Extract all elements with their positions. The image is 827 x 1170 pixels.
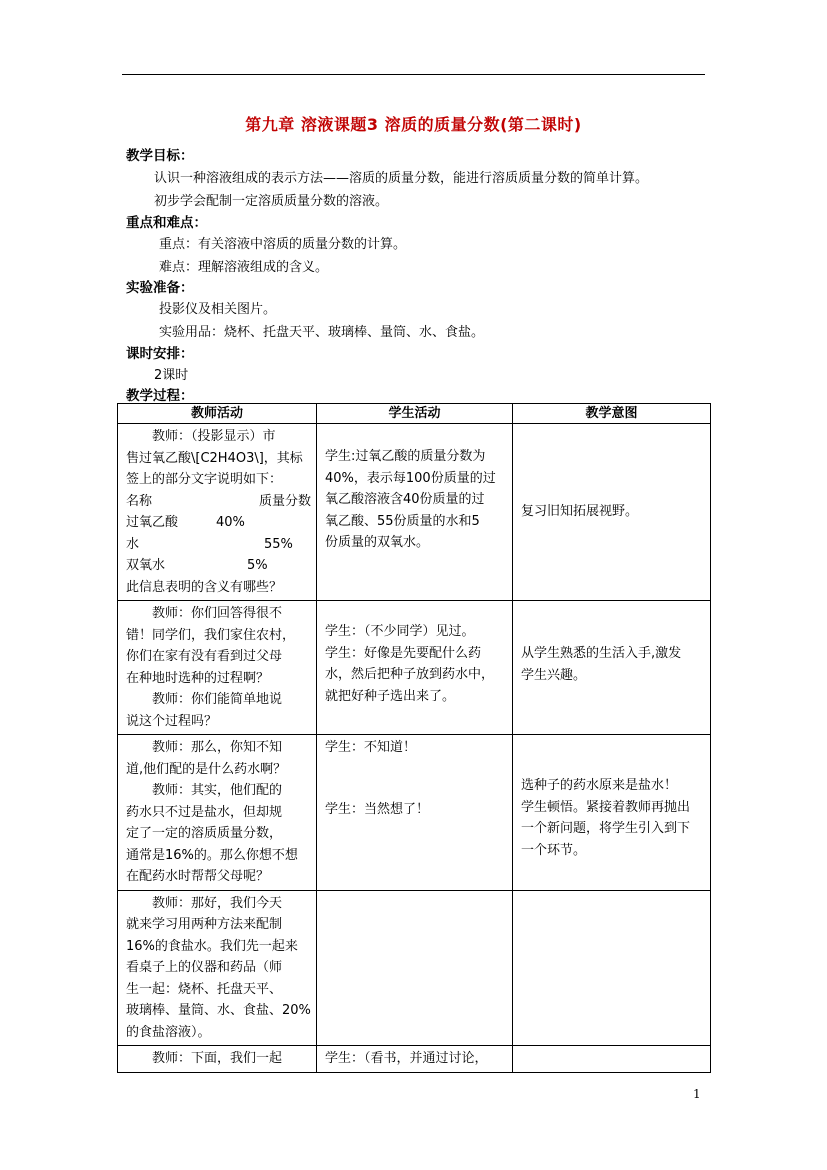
teacher-line: 教师：那么，你知不知 (152, 740, 283, 755)
key-point-1: 重点：有关溶液中溶质的质量分数的计算。 (159, 237, 407, 252)
student-line: 氧乙酸溶液含40份质量的过 (325, 492, 485, 507)
intent-line: 从学生熟悉的生活入手,激发 (521, 646, 682, 661)
label-name: 名称 (126, 493, 153, 509)
intent-line: 选种子的药水原来是盐水！ (521, 778, 678, 793)
teacher-cell (118, 1046, 317, 1073)
key-point-2: 难点：理解溶液组成的含义。 (159, 260, 329, 275)
intent-cell (513, 1046, 711, 1073)
intent-line: 复习旧知拓展视野。 (521, 504, 639, 520)
teacher-cell (118, 601, 317, 735)
label-row (126, 555, 311, 577)
goal-line-2: 初步学会配制一定溶质质量分数的溶液。 (154, 194, 389, 209)
intent-cell (513, 601, 711, 735)
teacher-line: 售过氧乙酸\[C2H4O3\]，其标 (126, 450, 303, 466)
teacher-line: 道,他们配的是什么药水啊？ (126, 761, 287, 777)
teacher-line: 说这个过程吗？ (126, 713, 218, 729)
label-value: 40% (216, 515, 245, 530)
label-name: 水 (126, 536, 140, 552)
table-row (118, 890, 711, 1046)
student-line: 就把好种子选出来了。 (325, 688, 456, 704)
label-value: 质量分数 (258, 493, 311, 509)
teacher-line: 教师：（投影显示）市 (152, 429, 276, 444)
teacher-cell (118, 890, 317, 1046)
intent-cell (513, 890, 711, 1046)
prep-line-2: 实验用品：烧杯、托盘天平、玻璃棒、量筒、水、食盐。 (159, 325, 485, 340)
teacher-line: 的食盐溶液）。 (126, 1024, 211, 1040)
intent-line: 一个新问题，将学生引入到下 (521, 821, 691, 836)
label-row (126, 534, 311, 556)
student-line: 学生：好像是先要配什么药 (325, 645, 482, 661)
page-number: 1 (693, 1087, 701, 1101)
teacher-line: 玻璃棒、量筒、水、食盐、20% (126, 1003, 311, 1018)
label-row (126, 512, 311, 534)
teacher-line: 签上的部分文字说明如下： (126, 472, 283, 487)
section-heading-goals: 教学目标： (126, 148, 194, 164)
header-teacher: 教师活动 (118, 404, 317, 424)
student-line: 学生：不知道！ (325, 740, 417, 755)
teacher-question: 此信息表明的含义有哪些？ (126, 579, 283, 595)
teaching-process-table (117, 403, 711, 1073)
teacher-line: 看桌子上的仪器和药品（师 (126, 960, 283, 975)
teacher-line: 定了一定的溶质质量分数， (126, 826, 283, 841)
section-heading-process: 教学过程： (126, 388, 194, 404)
label-value: 5% (247, 558, 268, 573)
teacher-line: 错！同学们，我们家住农村， (126, 627, 296, 643)
student-line: 学生：（看书，并通过讨论， (325, 1051, 488, 1066)
student-line: 份质量的双氧水。 (325, 535, 430, 550)
teacher-line: 通常是16%的。那么你想不想 (126, 847, 298, 863)
student-line: 学生：当然想了！ (325, 801, 430, 817)
schedule-text: 2课时 (154, 368, 189, 383)
label-name: 双氧水 (126, 558, 166, 573)
student-cell (317, 735, 513, 891)
intent-cell (513, 735, 711, 891)
teacher-cell (118, 424, 317, 601)
table-row (118, 424, 711, 601)
table-header-row (118, 404, 711, 424)
teacher-line: 教师：其实，他们配的 (152, 783, 283, 798)
label-name: 过氧乙酸 (126, 515, 179, 530)
teacher-line: 生一起：烧杯、托盘天平、 (126, 981, 283, 997)
student-line: 40%，表示每100份质量的过 (325, 470, 496, 486)
student-line: 学生:过氧乙酸的质量分数为 (325, 449, 486, 464)
header-student: 学生活动 (317, 404, 513, 424)
student-cell (317, 601, 513, 735)
intent-line: 学生兴趣。 (521, 667, 587, 683)
prep-line-1: 投影仪及相关图片。 (159, 302, 277, 317)
teacher-line: 教师：下面，我们一起 (152, 1051, 283, 1066)
teacher-line: 你们在家有没有看到过父母 (126, 649, 283, 664)
header-rule (122, 74, 705, 75)
student-line: 氧乙酸、55份质量的水和5 (325, 513, 480, 529)
teacher-line: 教师：那好，我们今天 (152, 895, 283, 911)
table-row (118, 735, 711, 891)
student-cell (317, 1046, 513, 1073)
section-heading-key: 重点和难点： (126, 215, 207, 231)
header-intent: 教学意图 (513, 404, 711, 424)
document-title: 第九章 溶液课题3 溶质的质量分数(第二课时) (245, 115, 582, 134)
student-line: 学生：（不少同学）见过。 (325, 624, 475, 639)
table-row (118, 601, 711, 735)
teacher-line: 教师：你们能简单地说 (152, 692, 283, 707)
intent-line: 一个环节。 (521, 842, 587, 858)
section-heading-prep: 实验准备： (126, 280, 194, 296)
student-line: 水，然后把种子放到药水中， (325, 667, 495, 682)
teacher-line: 教师：你们回答得很不 (152, 606, 283, 621)
teacher-line: 16%的食盐水。我们先一起来 (126, 938, 298, 954)
teacher-line: 就来学习用两种方法来配制 (126, 917, 283, 932)
teacher-line: 在配药水时帮帮父母呢？ (126, 869, 270, 884)
section-heading-schedule: 课时安排： (126, 346, 194, 362)
teacher-line: 药水只不过是盐水，但却规 (126, 804, 283, 820)
teacher-line: 在种地时选种的过程啊？ (126, 670, 270, 686)
intent-line: 学生顿悟。紧接着教师再抛出 (521, 799, 691, 815)
label-row (126, 491, 311, 513)
student-cell (317, 424, 513, 601)
student-cell (317, 890, 513, 1046)
teacher-cell (118, 735, 317, 891)
table-row (118, 1046, 711, 1073)
goal-line-1: 认识一种溶液组成的表示方法——溶质的质量分数，能进行溶质质量分数的简单计算。 (154, 171, 649, 186)
label-value: 55% (264, 536, 293, 552)
intent-cell (513, 424, 711, 601)
